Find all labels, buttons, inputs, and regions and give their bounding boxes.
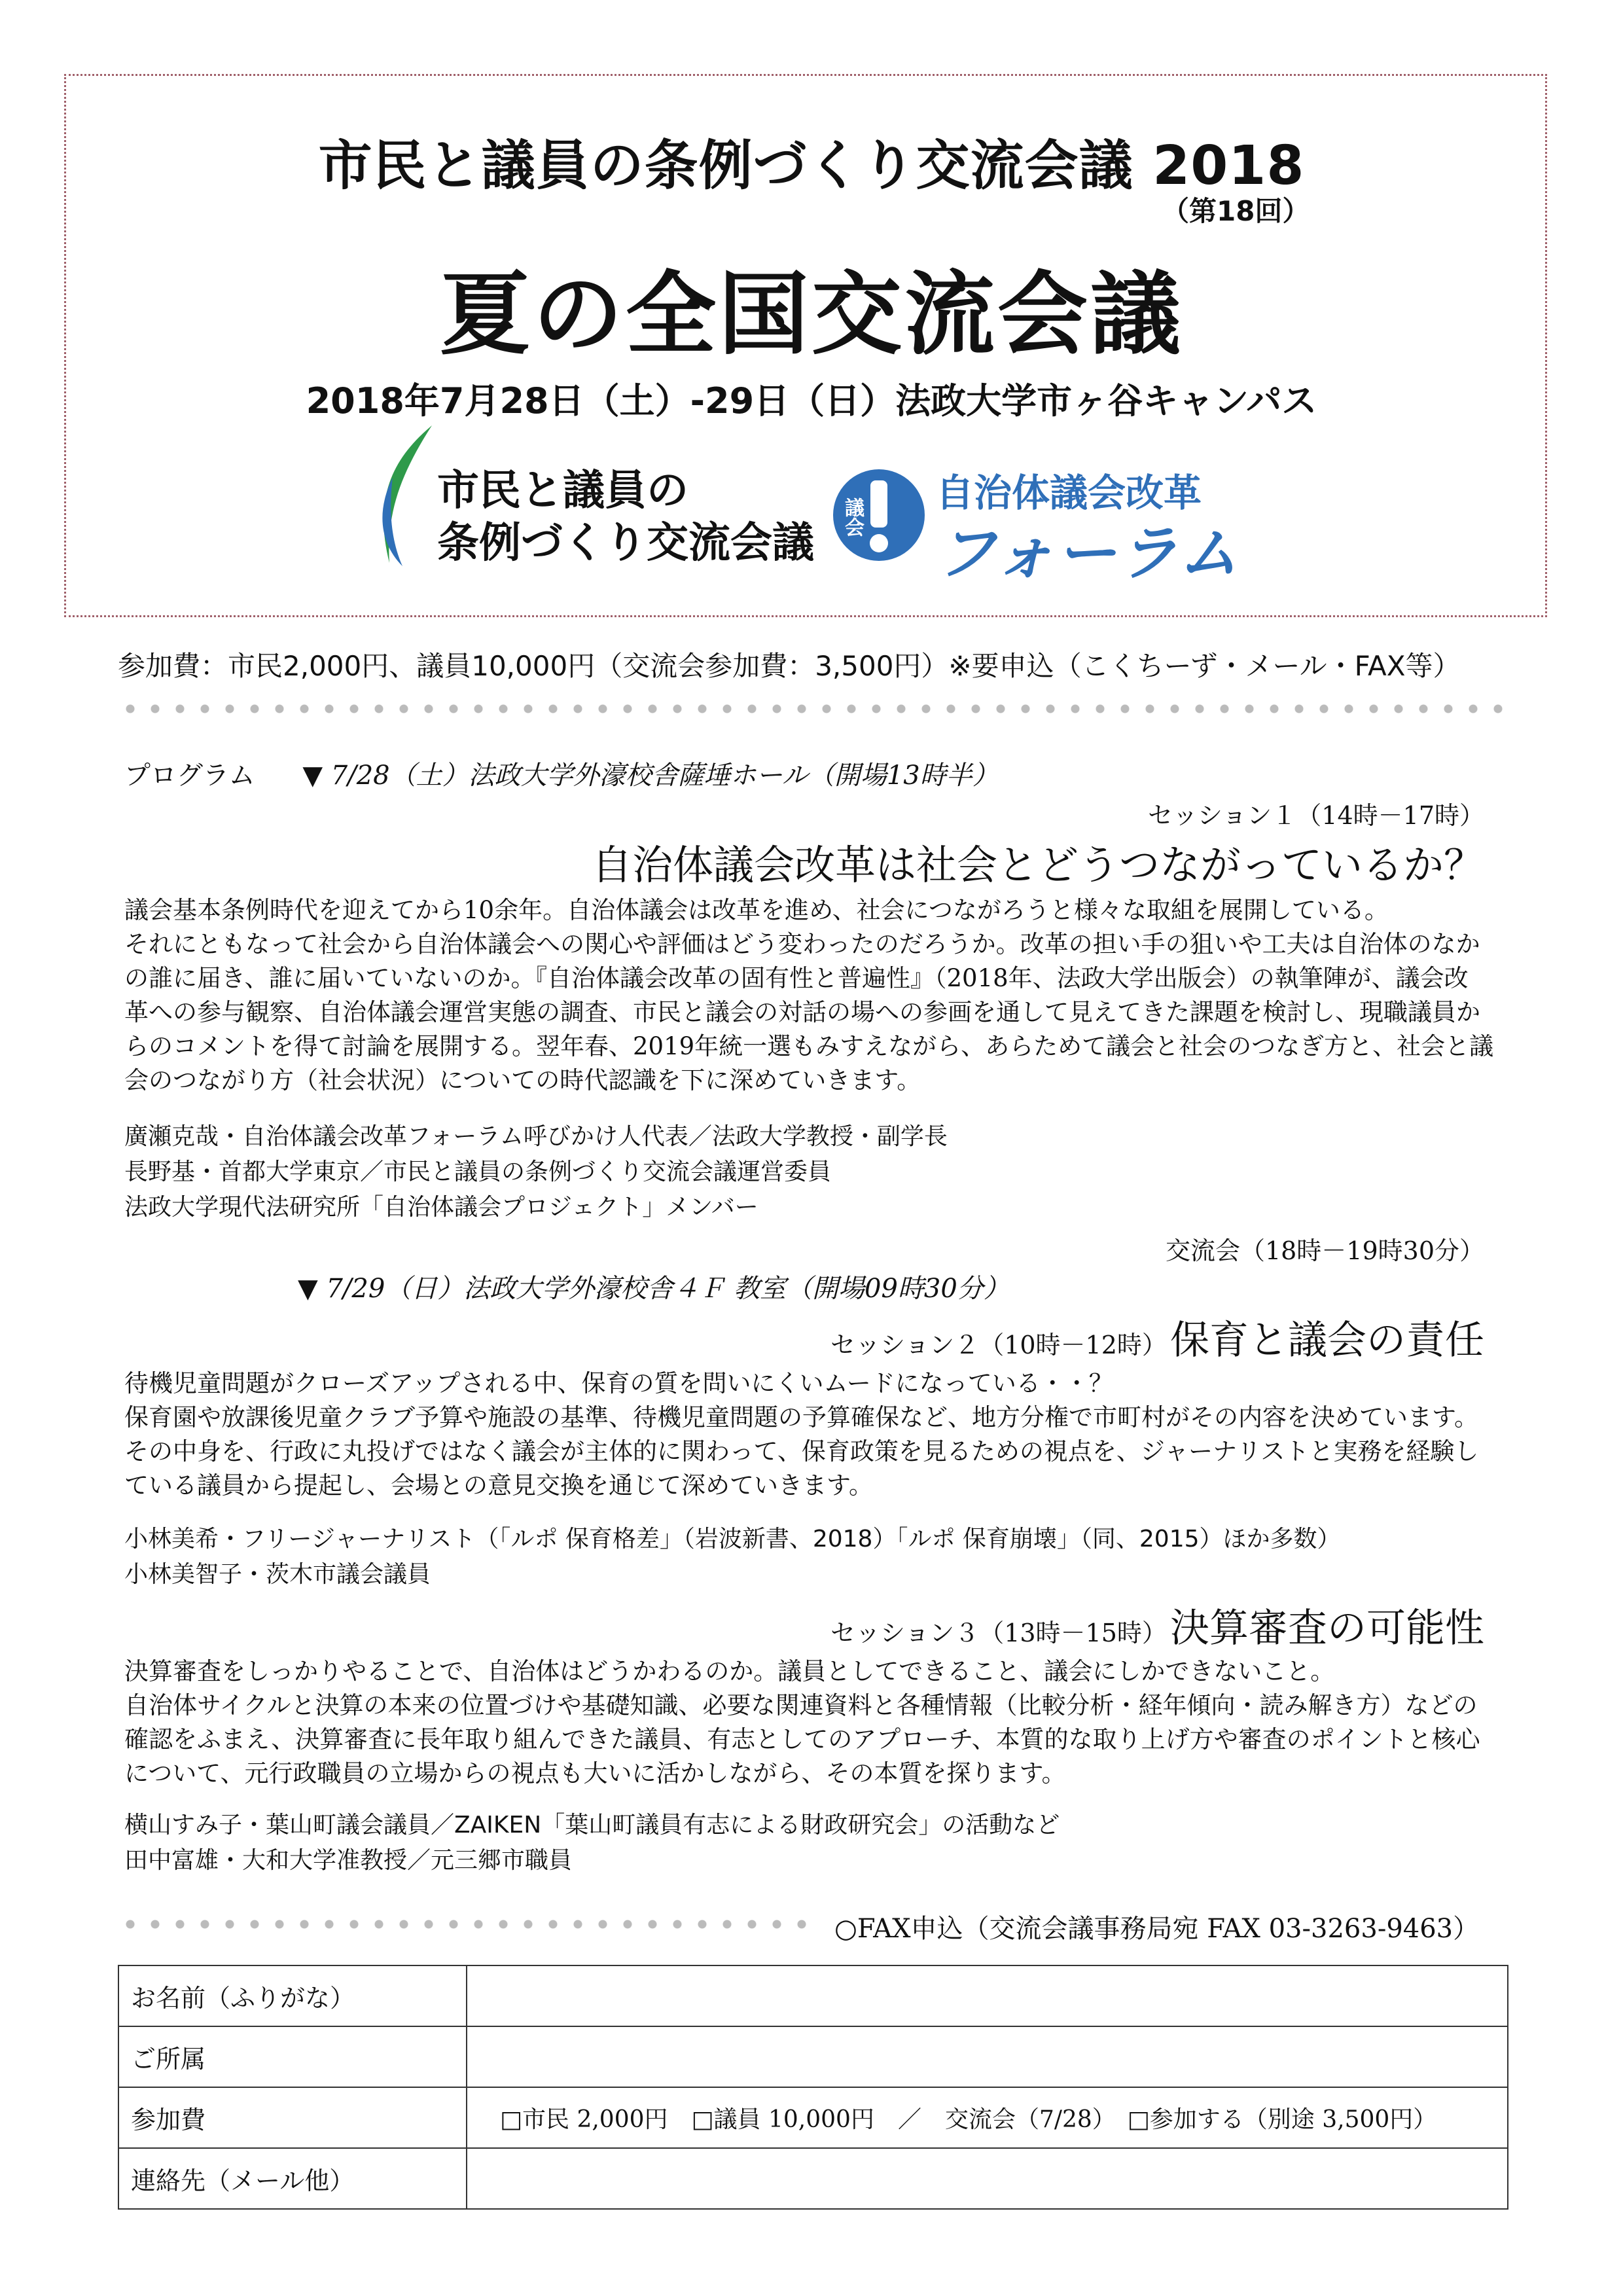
form-row-contact — [118, 2148, 1508, 2209]
day2-info: ▼ 7/29（日）法政大学外濠校舎４Ｆ 教室（開場09時30分） — [298, 1274, 1010, 1304]
form-label-affiliation: ご所属 — [118, 2026, 467, 2087]
fax-heading: ○FAX申込（交流会議事務局宛 FAX 03-3263-9463） — [834, 1914, 1480, 1944]
day1-info: ▼ 7/28（土）法政大学外濠校舎薩埵ホール（開場13時半） — [302, 761, 999, 791]
session2-label: セッション２（10時－12時） — [830, 1331, 1167, 1359]
session1-label: セッション１（14時－17時） — [1148, 801, 1484, 830]
session3-body: 決算審査をしっかりやることで、自治体はどうかわるのか。議員としてできること、議会にしかできないこと。 自治体サイクルと決算の本来の位置づけや基礎知識、必要な関連資料と各種情報（比較分析・経年傾向・読み解き方）などの 確認をふまえ、決算審査に長年取り組んできた議員、有志としてのアプローチ、本質的な取り上げ方や審査のポイントと核心 について、元行政職員の立場からの視点も大いに活かしながら、その本質を探ります。 — [124, 1657, 1480, 1787]
session2-speakers: 小林美希・フリージャーナリスト（「ルポ 保育格差」（岩波新書、2018）「ルポ 保育崩壊」（同、2015）ほか多数） 小林美智子・茨木市議会議員 — [124, 1526, 1341, 1588]
program-label: プログラム — [124, 761, 255, 791]
session2-body: 待機児童問題がクローズアップされる中、保育の質を問いにくいムードになっている・・？ 保育園や放課後児童クラブ予算や施設の基準、待機児童問題の予算確保など、地方分権で市町村がその内容を決めています。 その中身を、行政に丸投げではなく議会が主体的に関わって、保育政策を見るための視点を、ジャーナリストと実務を経験し ている議員から提起し、会場との意見交換を通じて深めていきます。 — [124, 1369, 1479, 1499]
event-title: 市民と議員の条例づくり交流会議 2018 — [318, 135, 1305, 197]
session3-header — [830, 1597, 1484, 1653]
form-row-affiliation — [118, 2026, 1508, 2087]
session3-title: 決算審査の可能性 — [1170, 1605, 1484, 1651]
form-input-name[interactable] — [467, 1965, 1508, 2026]
fax-form — [118, 1965, 1508, 2210]
form-label-contact: 連絡先（メール他） — [118, 2148, 467, 2209]
session1-speakers: 廣瀬克哉・自治体議会改革フォーラム呼びかけ人代表／法政大学教授・副学長 長野基・首都大学東京／市民と議員の条例づくり交流会議運営委員 法政大学現代法研究所「自治体議会プロジェクト」メンバー — [124, 1123, 948, 1221]
program-line — [124, 755, 999, 792]
date-venue: 2018年7月28日（土）-29日（日）法政大学市ヶ谷キャンパス — [306, 380, 1317, 422]
form-fee-options[interactable]: □市民 2,000円 □議員 10,000円 ／ 交流会（7/28） □参加する（別途 3,500円） — [467, 2087, 1508, 2148]
forum-logo-line2: フォーラム — [936, 518, 1240, 588]
dotted-divider — [118, 704, 1505, 714]
session2-title: 保育と議会の責任 — [1170, 1318, 1484, 1363]
fee-text: 参加費：市民2,000円、議員10,000円（交流会参加費：3,500円）※要申込（こくちーず・メール・FAX等） — [118, 650, 1461, 682]
reception-label: 交流会（18時－19時30分） — [1165, 1236, 1484, 1265]
form-row-fee — [118, 2087, 1508, 2148]
session3-label: セッション３（13時－15時） — [830, 1619, 1167, 1647]
session2-header — [830, 1309, 1484, 1365]
session1-body: 議会基本条例時代を迎えてから10余年。自治体議会は改革を進め、社会につながろうと様々な取組を展開している。 それにともなって社会から自治体議会への関心や評価はどう変わったのだろうか。改革の担い手の狙いや工夫は自治体のなか の誰に届き、誰に届いていないのか。『自治体議会改革の固有性と普遍性』（2018年、法政大学出版会）の執筆陣が、議会改 革への参与観察、自治体議会運営実態の調査、市民と議会の対話の場への参画を通して見えてきた課題を検討し、現職議員か らのコメントを得て討論を展開する。翌年春、2019年統一選もみすえながら、あらためて議会と社会のつなぎ方と、社会と議 会のつながり方（社会状況）についての時代認識を下に深めていきます。 — [124, 896, 1494, 1094]
dotted-divider-fax — [118, 1919, 818, 1929]
forum-logo-badge: 議会 — [841, 497, 864, 537]
event-round: （第18回） — [1162, 195, 1310, 227]
conference-logo-icon — [366, 419, 438, 569]
form-label-name: お名前（ふりがな） — [118, 1965, 467, 2026]
session3-speakers: 横山すみ子・葉山町議会議員／ZAIKEN「葉山町議員有志による財政研究会」の活動など 田中富雄・大和大学准教授／元三郷市職員 — [124, 1812, 1060, 1874]
forum-logo-line1: 自治体議会改革 — [936, 471, 1202, 515]
event-subtitle: 夏の全国交流会議 — [439, 262, 1183, 367]
form-row-name — [118, 1965, 1508, 2026]
form-label-fee: 参加費 — [118, 2087, 467, 2148]
conference-logo-text: 市民と議員の 条例づくり交流会議 — [437, 467, 814, 567]
form-input-affiliation[interactable] — [467, 2026, 1508, 2087]
form-input-contact[interactable] — [467, 2148, 1508, 2209]
session1-title: 自治体議会改革は社会とどうつながっているか？ — [591, 841, 1484, 889]
